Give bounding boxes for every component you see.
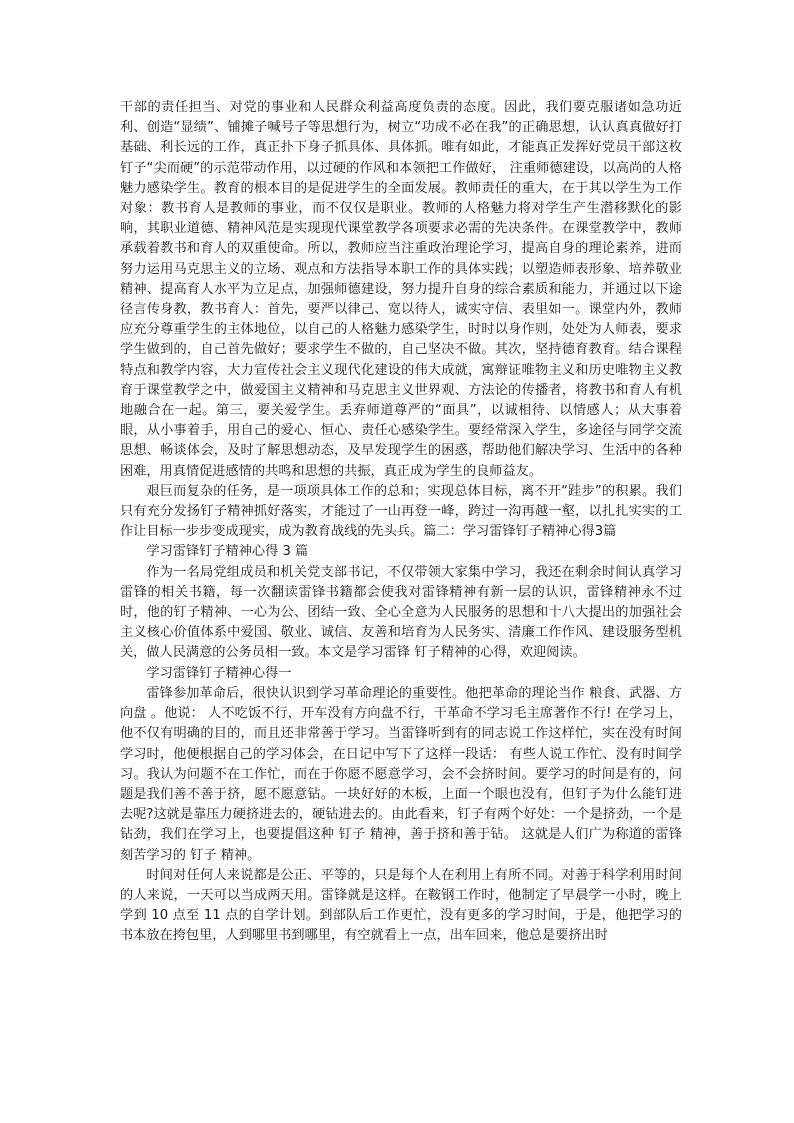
document-page [120, 98, 682, 947]
paragraph-1: 干部的责任担当、对党的事业和人民群众利益高度负责的态度。因此，我们要克服诸如急功近利、创造“显绩”、铺摊子喊号子等思想行为，树立“功成不必在我”的正确思想，认认真真做好打基础、利长远的工作，真正扑下身子抓具体、具体抓。唯有如此，才能真正发挥好党员干部这枚钉子“尖而硬”的示范带动作用，以过硬的作风和本领把工作做好， 注重师德建设，以高尚的人格魅力感染学生。教育的根本目的是促进学生的全面发展。教师责任的重大，在于其以学生为工作对象：教书育人是教师的事业，而不仅仅是职业。教师的人格魅力将对学生产生潜移默化的影响，其职业道德、精神风范是实现现代课堂教学各项要求必需的先决条件。在课堂教学中，教师承载着教书和育人的双重使命。所以，教师应当注重政治理论学习，提高自身的理论素养，进而努力运用马克思主义的立场、观点和方法指导本职工作的具体实践；以塑造师表形象、培养敬业精神、提高育人水平为立足点，加强师德建设，努力提升自身的综合素质和能力，并通过以下途径言传身教，教书育人：首先，要严以律己、宽以待人，诚实守信、表里如一。课堂内外，教师应充分尊重学生的主体地位，以自己的人格魅力感染学生，时时以身作则，处处为人师表，要求学生做到的，自己首先做好；要求学生不做的，自己坚决不做。其次，坚持德育教育。结合课程特点和教学内容，大力宣传社会主义现代化建设的伟大成就，寓辩证唯物主义和历史唯物主义教育于课堂教学之中，做爱国主义精神和马克思主义世界观、方法论的传播者，将教书和育人有机地融合在一起。第三，要关爱学生。丢弃师道尊严的“面具”，以诚相待、以情感人；从大事着眼，从小事着手，用自己的爱心、恒心、责任心感染学生。要经常深入学生，多途径与同学交流思想、畅谈体会，及时了解思想动态，及早发现学生的困惑，帮助他们解决学习、生活中的各种困难，用真情促进感情的共鸣和思想的共振，真正成为学生的良师益友。 [120, 100, 682, 479]
paragraph-3: 作为一名局党组成员和机关党支部书记，不仅带领大家集中学习，我还在剩余时间认真学习雷锋的相关书籍，每一次翻读雷锋书籍都会使我对雷锋精神有新一层的认识，雷锋精神永不过时，他的钉子精神、一心为公、团结一致、全心全意为人民服务的思想和十八大提出的加强社会主义核心价值体系中爱国、敬业、诚信、友善和培育为人民务实、清廉工作作风、建设服务型机关，做人民满意的公务员相一致。本文是学习雷锋 钉子精神的心得，欢迎阅读。 [120, 564, 682, 661]
section-heading: 学习雷锋钉子精神心得 3 篇 [146, 544, 309, 560]
paragraph-5: 时间对任何人来说都是公正、平等的，只是每个人在利用上有所不同。对善于科学利用时间的人来说，一天可以当成两天用。雷锋就是这样。在鞍钢工作时，他制定了早晨学一小时，晚上学到 10 点至 11 点的自学计划。到部队后工作更忙，没有更多的学习时间，于是，他把学习的书本放在挎包里，人到哪里书到哪里，有空就看上一点，出车回来，他总是要挤出时 [120, 867, 682, 944]
subsection-heading: 学习雷锋钉子精神心得一 [146, 665, 292, 681]
paragraph-4: 雷锋参加革命后，很快认识到学习革命理论的重要性。他把革命的理论当作 粮食、武器、方向盘 。他说： 人不吃饭不行，开车没有方向盘不行，干革命不学习毛主席著作不行! 在学习上，他不仅有明确的目的，而且还非常善于学习。当雷锋听到有的同志说工作这样忙，实在没有时间学习时，他便根据自己的学习体会，在日记中写下了这样一段话： 有些人说工作忙、没有时间学习。我认为问题不在工作忙，而在于你愿不愿意学习，会不会挤时间。要学习的时间是有的，问题是我们善不善于挤，愿不愿意钻。一块好好的木板，上面一个眼也没有，但钉子为什么能钉进去呢?这就是靠压力硬挤进去的，硬钻进去的。由此看来，钉子有两个好处：一个是挤劲，一个是钻劲，我们在学习上，也要提倡这种 钉子 精神，善于挤和善于钻。 这就是人们广为称道的雷锋刻苦学习的 钉子 精神。 [120, 685, 682, 863]
paragraph-2: 艰巨而复杂的任务，是一项项具体工作的总和；实现总体目标，离不开“跬步”的积累。我们只有充分发扬钉子精神抓好落实，才能过了一山再登一峰，跨过一沟再越一壑，以扎扎实实的工作让目标一步步变成现实，成为教育战线的先头兵。篇二：学习雷锋钉子精神心得3篇 [120, 483, 682, 540]
